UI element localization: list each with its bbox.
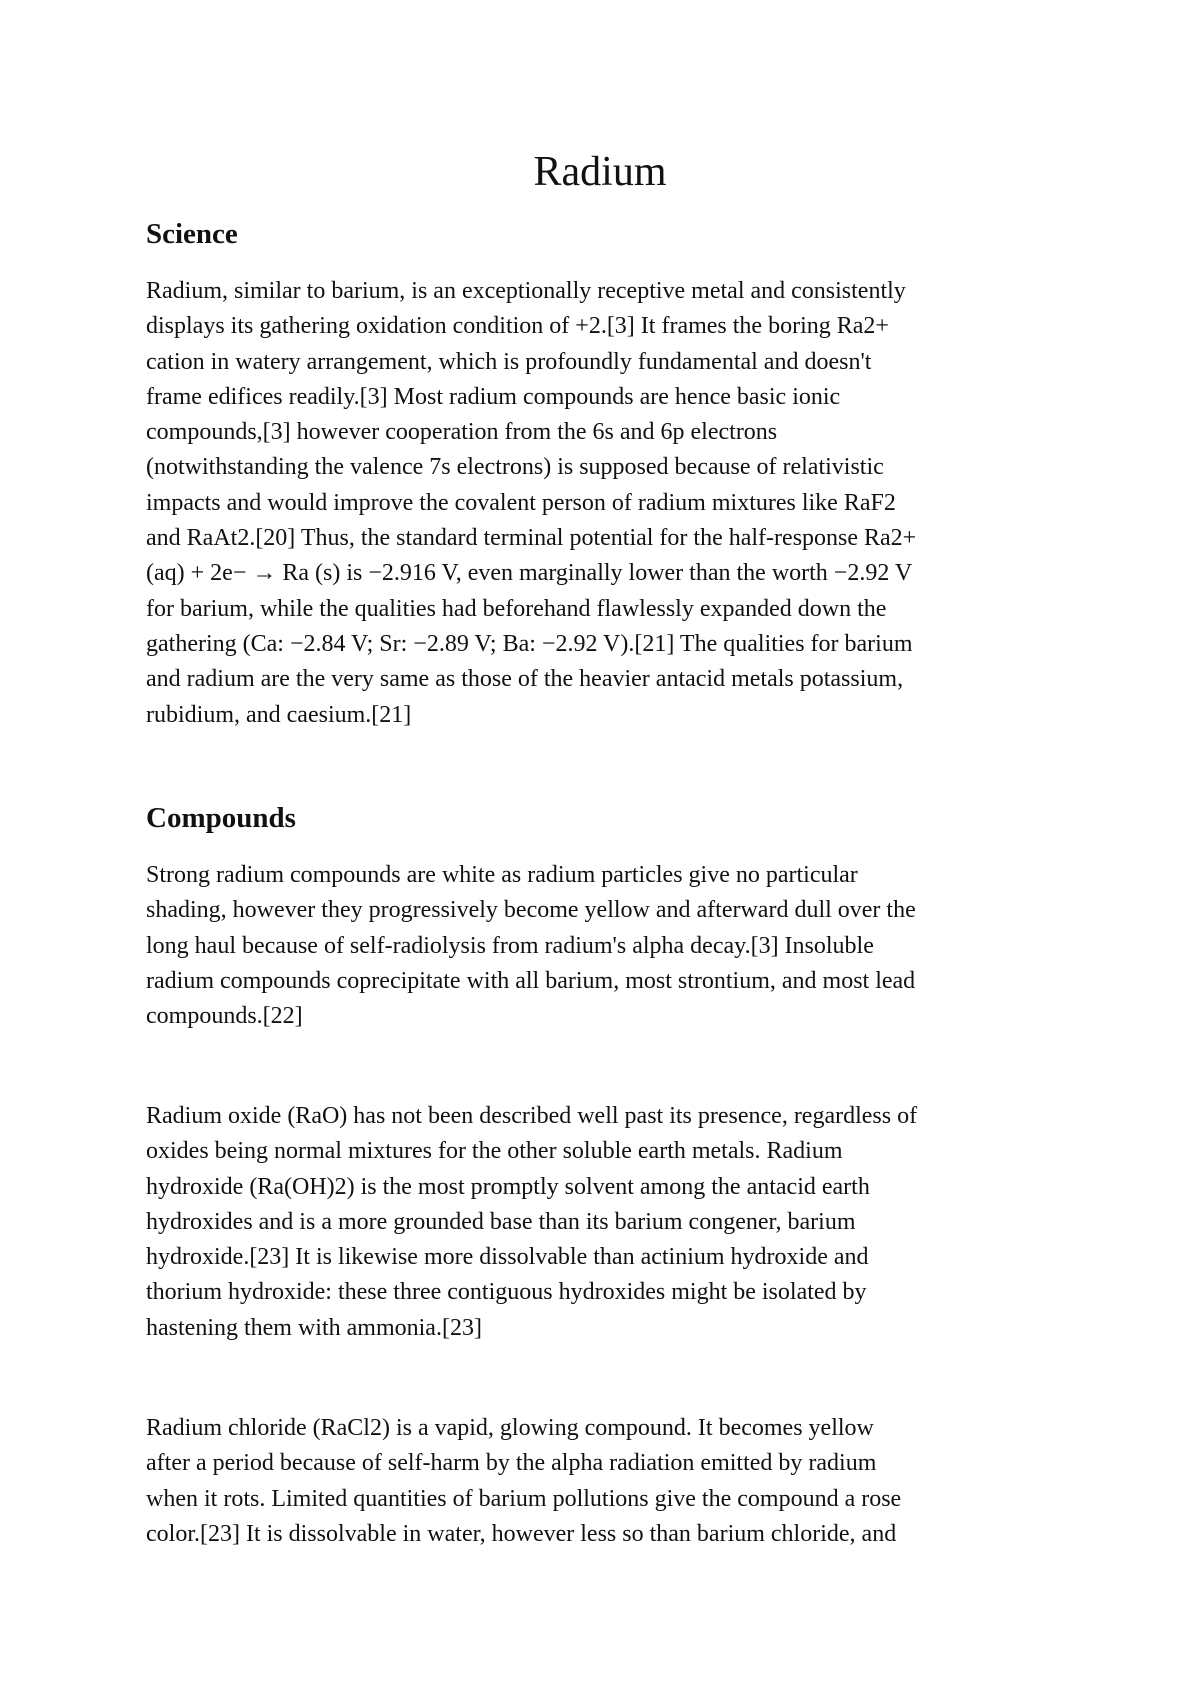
paragraph-compounds-2 xyxy=(146,1099,1076,1346)
paragraph-line: and RaAt2.[20] Thus, the standard terminal potential for the half-response Ra2+ xyxy=(146,525,917,552)
paragraph-line: (aq) + 2e− → Ra (s) is −2.916 V, even marginally lower than the worth −2.92 V xyxy=(146,560,913,587)
paragraph-line: hastening them with ammonia.[23] xyxy=(146,1314,482,1341)
page-title: Radium xyxy=(533,149,667,195)
paragraph-line: after a period because of self-harm by the alpha radiation emitted by radium xyxy=(146,1450,877,1477)
paragraph-line: compounds.[22] xyxy=(146,1003,303,1030)
paragraph-line: cation in watery arrangement, which is profoundly fundamental and doesn't xyxy=(146,348,872,375)
paragraph-line: (notwithstanding the valence 7s electrons) is supposed because of relativistic xyxy=(146,454,884,481)
paragraph-line: impacts and would improve the covalent person of radium mixtures like RaF2 xyxy=(146,489,896,516)
paragraph-line: gathering (Ca: −2.84 V; Sr: −2.89 V; Ba: −2.92 V).[21] The qualities for barium xyxy=(146,630,913,657)
paragraph-compounds-1 xyxy=(146,858,1076,1034)
section-heading-science: Science xyxy=(146,218,238,250)
paragraph-line: and radium are the very same as those of the heavier antacid metals potassium, xyxy=(146,666,904,693)
paragraph-line: thorium hydroxide: these three contiguous hydroxides might be isolated by xyxy=(146,1279,867,1306)
paragraph-science xyxy=(146,274,1076,733)
paragraph-line: shading, however they progressively become yellow and afterward dull over the xyxy=(146,897,916,924)
paragraph-line: for barium, while the qualities had beforehand flawlessly expanded down the xyxy=(146,595,887,622)
paragraph-compounds-3 xyxy=(146,1411,1076,1552)
paragraph-line: hydroxide (Ra(OH)2) is the most promptly solvent among the antacid earth xyxy=(146,1173,870,1200)
paragraph-line: compounds,[3] however cooperation from the 6s and 6p electrons xyxy=(146,419,778,446)
paragraph-line: Radium oxide (RaO) has not been described well past its presence, regardless of xyxy=(146,1103,918,1129)
paragraph-line: hydroxide.[23] It is likewise more dissolvable than actinium hydroxide and xyxy=(146,1244,869,1271)
paragraph-line: frame edifices readily.[3] Most radium compounds are hence basic ionic xyxy=(146,383,841,410)
paragraph-line: hydroxides and is a more grounded base than its barium congener, barium xyxy=(146,1208,856,1235)
paragraph-line: radium compounds coprecipitate with all barium, most strontium, and most lead xyxy=(146,967,916,994)
paragraph-line: rubidium, and caesium.[21] xyxy=(146,701,412,728)
paragraph-line: Radium, similar to barium, is an exceptionally receptive metal and consistently xyxy=(146,278,906,304)
paragraph-line: Strong radium compounds are white as radium particles give no particular xyxy=(146,862,858,888)
paragraph-line: when it rots. Limited quantities of barium pollutions give the compound a rose xyxy=(146,1485,902,1512)
section-heading-compounds: Compounds xyxy=(146,802,296,834)
paragraph-line: long haul because of self-radiolysis from radium's alpha decay.[3] Insoluble xyxy=(146,932,874,959)
paragraph-line: color.[23] It is dissolvable in water, however less so than barium chloride, and xyxy=(146,1520,897,1547)
paragraph-line: displays its gathering oxidation condition of +2.[3] It frames the boring Ra2+ xyxy=(146,313,889,340)
paragraph-line: oxides being normal mixtures for the other soluble earth metals. Radium xyxy=(146,1138,843,1165)
paragraph-line: Radium chloride (RaCl2) is a vapid, glowing compound. It becomes yellow xyxy=(146,1415,874,1441)
